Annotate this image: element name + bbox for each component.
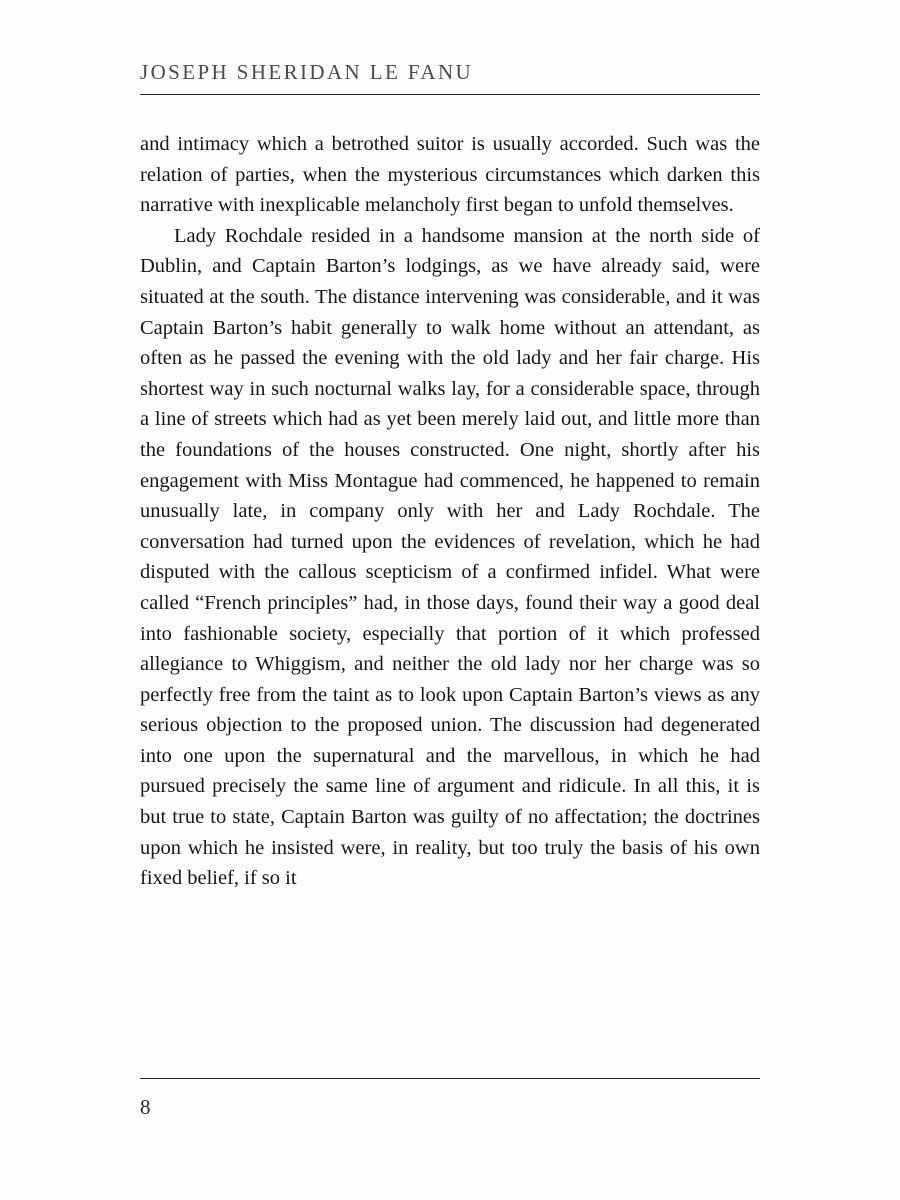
page-footer	[140, 1078, 760, 1120]
paragraph-body: Lady Rochdale resided in a handsome mansion at the north side of Dublin, and Captain Barton’s lodgings, as we have already said, were situated at the south. The distance intervening was considerable, and it was Captain Barton’s habit generally to walk home without an attendant, as often as he passed the evening with the old lady and her fair charge. His shortest way in such nocturnal walks lay, for a considerable space, through a line of streets which had as yet been merely laid out, and little more than the foundations of the houses constructed. One night, shortly after his engagement with Miss Montague had commenced, he happened to remain unusually late, in company only with her and Lady Rochdale. The conversation had turned upon the evidences of revelation, which he had disputed with the callous scepticism of a confirmed infidel. What were called “French principles” had, in those days, found their way a good deal into fashionable society, especially that portion of it which professed allegiance to Whiggism, and neither the old lady nor her charge was so perfectly free from the taint as to look upon Captain Barton’s views as any serious objection to the proposed union. The discussion had degenerated into one upon the supernatural and the marvellous, in which he had pursued precisely the same line of argument and ridicule. In all this, it is but true to state, Captain Barton was guilty of no affectation; the doctrines upon which he insisted were, in reality, but too truly the basis of his own fixed belief, if so it	[140, 224, 760, 890]
running-head: JOSEPH SHERIDAN LE FANU	[140, 60, 474, 84]
header-rule	[140, 94, 760, 95]
page-content	[140, 60, 760, 894]
paragraph-continuation: and intimacy which a betrothed suitor is usually accorded. Such was the relation of parties, when the mysterious circumstances which darken this narrative with inexplicable melancholy first began to unfold themselves.	[140, 133, 760, 217]
footer-rule	[140, 1078, 760, 1079]
page-number: 8	[140, 1095, 151, 1119]
body-text	[140, 129, 760, 894]
